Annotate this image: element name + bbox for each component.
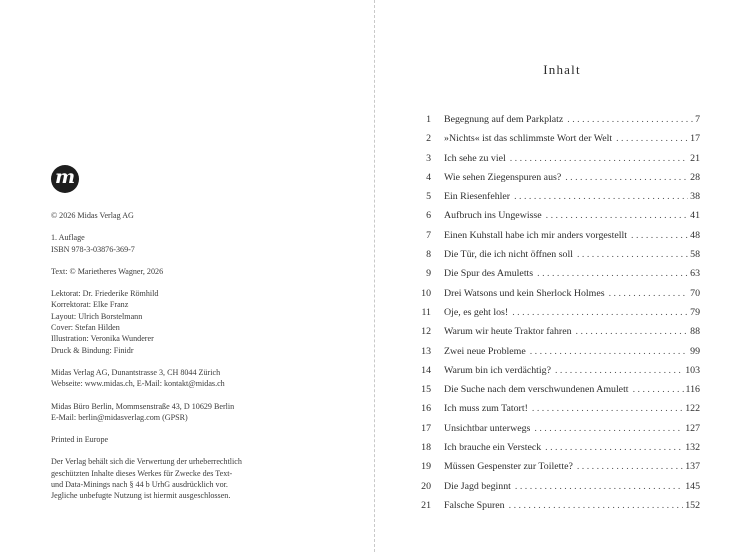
toc-chapter-title: Unsichtbar unterwegs	[444, 422, 531, 434]
toc-chapter-title: Begegnung auf dem Parkplatz	[444, 114, 564, 125]
toc-chapter-title: Warum wir heute Traktor fahren	[444, 326, 572, 338]
toc-entry	[414, 168, 700, 187]
text-credit-block	[51, 266, 341, 277]
toc-page-number: 63	[690, 268, 700, 280]
toc-chapter-title: Ich brauche ein Versteck	[444, 442, 542, 454]
toc-dot-leader	[509, 496, 684, 515]
toc-title: Inhalt	[543, 62, 581, 77]
legal-line: Der Verlag behält sich die Verwertung der urheberrechtlich	[51, 457, 242, 467]
toc-chapter-number: 15	[421, 384, 431, 396]
toc-chapter-title: Die Spur des Amuletts	[444, 268, 534, 280]
toc-entry	[414, 284, 700, 303]
toc-entry	[414, 129, 700, 148]
toc-chapter-title: Ich muss zum Tatort!	[444, 403, 528, 415]
toc-chapter-number: 19	[421, 461, 431, 473]
toc-chapter-title: Zwei neue Probleme	[444, 345, 526, 357]
toc-dot-leader	[631, 226, 688, 245]
edition-block	[51, 232, 341, 255]
credit-line: Druck & Bindung: Finidr	[51, 345, 134, 355]
toc-dot-leader	[555, 361, 683, 380]
imprint-page	[51, 165, 341, 513]
toc-entry	[414, 149, 700, 168]
credits-block	[51, 288, 341, 356]
page-gutter-divider	[374, 0, 375, 552]
toc-chapter-number: 2	[426, 133, 431, 145]
toc-chapter-number: 18	[421, 442, 431, 454]
credit-line: Layout: Ulrich Borstelmann	[51, 311, 143, 321]
toc-chapter-number: 17	[421, 422, 431, 434]
toc-page-number: 70	[690, 287, 700, 299]
toc-chapter-number: 1	[426, 114, 431, 125]
credit-line: Korrektorat: Elke Franz	[51, 300, 129, 310]
toc-page-number: 28	[690, 171, 700, 183]
toc-chapter-number: 3	[426, 152, 431, 164]
toc-page-number: 7	[695, 114, 700, 125]
toc-chapter-number: 9	[426, 268, 431, 280]
toc-dot-leader	[577, 245, 688, 264]
address-line: Webseite: www.midas.ch, E-Mail: kontakt@midas.ch	[51, 379, 225, 389]
toc-dot-leader	[546, 206, 688, 225]
toc-page-number: 58	[690, 249, 700, 261]
publisher-logo-letter: m	[54, 166, 76, 188]
toc-page-number: 88	[690, 326, 700, 338]
toc-entry	[414, 206, 700, 225]
toc-chapter-title: Müssen Gespenster zur Toilette?	[444, 461, 573, 473]
toc-page-number: 145	[685, 480, 700, 492]
toc-page-number: 41	[690, 210, 700, 222]
toc-chapter-title: Oje, es geht los!	[444, 306, 509, 318]
address-line: E-Mail: berlin@midasverlag.com (GPSR)	[51, 412, 188, 422]
toc-dot-leader	[576, 322, 689, 341]
toc-chapter-title: Die Jagd beginnt	[444, 480, 511, 492]
toc-dot-leader	[609, 284, 689, 303]
toc-page-number: 21	[690, 152, 700, 164]
toc-chapter-number: 16	[421, 403, 431, 415]
toc-page-number: 103	[685, 364, 700, 376]
toc-chapter-number: 14	[421, 364, 431, 376]
toc-chapter-title: Wie sehen Ziegenspuren aus?	[444, 171, 562, 183]
toc-entry	[414, 380, 700, 399]
toc-page-number: 99	[690, 345, 700, 357]
toc-entry	[414, 245, 700, 264]
toc-dot-leader	[616, 129, 688, 148]
publisher-logo-icon	[51, 165, 79, 193]
toc-entry	[414, 496, 700, 515]
printed-block	[51, 434, 341, 445]
toc-chapter-title: Die Suche nach dem verschwundenen Amulett	[444, 384, 629, 396]
toc-page-number: 132	[685, 442, 700, 454]
toc-chapter-title: Warum bin ich verdächtig?	[444, 364, 551, 376]
toc-dot-leader	[565, 168, 688, 187]
address-berlin-block	[51, 401, 341, 424]
toc-entry	[414, 264, 700, 283]
toc-entry	[414, 477, 700, 496]
toc-page-number: 48	[690, 229, 700, 241]
toc-dot-leader	[512, 303, 688, 322]
toc-chapter-number: 8	[426, 249, 431, 261]
toc-entry	[414, 438, 700, 457]
copyright-line: © 2026 Midas Verlag AG	[51, 211, 134, 220]
toc-entry	[414, 110, 700, 129]
toc-chapter-title: Einen Kuhstall habe ich mir anders vorgestellt	[444, 229, 628, 241]
toc-dot-leader	[514, 187, 688, 206]
toc-entry	[414, 457, 700, 476]
toc-entry	[414, 361, 700, 380]
legal-line: Jegliche unbefugte Nutzung ist hiermit ausgeschlossen.	[51, 491, 231, 501]
toc-page-number: 79	[690, 306, 700, 318]
credit-line: Illustration: Veronika Wunderer	[51, 334, 154, 344]
toc-chapter-number: 10	[421, 287, 431, 299]
toc-page-number: 137	[685, 461, 700, 473]
toc-dot-leader	[633, 380, 684, 399]
toc-chapter-number: 20	[421, 480, 431, 492]
toc-chapter-title: Falsche Spuren	[444, 499, 505, 511]
credit-line: Cover: Stefan Hilden	[51, 323, 120, 333]
toc-entry	[414, 226, 700, 245]
toc-chapter-number: 4	[426, 171, 431, 183]
toc-page-number: 116	[685, 384, 700, 396]
text-credit-line: Text: © Marietheres Wagner, 2026	[51, 266, 164, 276]
toc-chapter-number: 5	[426, 191, 431, 203]
toc-chapter-title: Ein Riesenfehler	[444, 191, 511, 203]
printed-line: Printed in Europe	[51, 435, 109, 445]
toc-chapter-title: »Nichts« ist das schlimmste Wort der Welt	[444, 133, 613, 145]
legal-line: geschützten Inhalte dieses Werkes für Zwecke des Text-	[51, 468, 233, 478]
toc-page-number: 122	[685, 403, 700, 415]
toc-page-number: 38	[690, 191, 700, 203]
toc-dot-leader	[545, 438, 683, 457]
toc-chapter-number: 12	[421, 326, 431, 338]
toc-dot-leader	[567, 110, 693, 129]
toc-entry	[414, 322, 700, 341]
toc-chapter-number: 13	[421, 345, 431, 357]
toc-chapter-number: 7	[426, 229, 431, 241]
toc-entry	[414, 419, 700, 438]
isbn-line: ISBN 978-3-03876-369-7	[51, 244, 135, 254]
toc-entry	[414, 187, 700, 206]
toc-page-number: 152	[685, 499, 700, 511]
toc-dot-leader	[510, 149, 688, 168]
toc-dot-leader	[532, 399, 683, 418]
toc-chapter-number: 11	[421, 306, 431, 318]
copyright-block	[51, 210, 341, 221]
toc-chapter-title: Ich sehe zu viel	[444, 152, 506, 164]
toc-chapter-number: 21	[421, 499, 431, 511]
toc-entry	[414, 399, 700, 418]
address-line: Midas Verlag AG, Dunantstrasse 3, CH 8044 Zürich	[51, 367, 221, 377]
toc-dot-leader	[534, 419, 683, 438]
toc-chapter-title: Aufbruch ins Ungewisse	[444, 210, 542, 222]
legal-line: und Data-Minings nach § 44 b UrhG ausdrücklich vor.	[51, 480, 228, 490]
toc-dot-leader	[577, 457, 683, 476]
toc-entry	[414, 303, 700, 322]
address-line: Midas Büro Berlin, Mommsenstraße 43, D 10629 Berlin	[51, 401, 235, 411]
toc-dot-leader	[537, 264, 688, 283]
toc-entry	[414, 342, 700, 361]
toc-list	[414, 110, 700, 515]
toc-chapter-title: Die Tür, die ich nicht öffnen soll	[444, 249, 573, 261]
toc-chapter-number: 6	[426, 210, 431, 222]
toc-dot-leader	[515, 477, 683, 496]
credit-line: Lektorat: Dr. Friederike Römhild	[51, 289, 159, 299]
toc-chapter-title: Drei Watsons und kein Sherlock Holmes	[444, 287, 605, 299]
edition-line: 1. Auflage	[51, 233, 85, 243]
toc-page-number: 17	[690, 133, 700, 145]
toc-dot-leader	[530, 342, 688, 361]
legal-notice-block	[51, 456, 341, 501]
address-zurich-block	[51, 367, 341, 390]
toc-page-number: 127	[685, 422, 700, 434]
